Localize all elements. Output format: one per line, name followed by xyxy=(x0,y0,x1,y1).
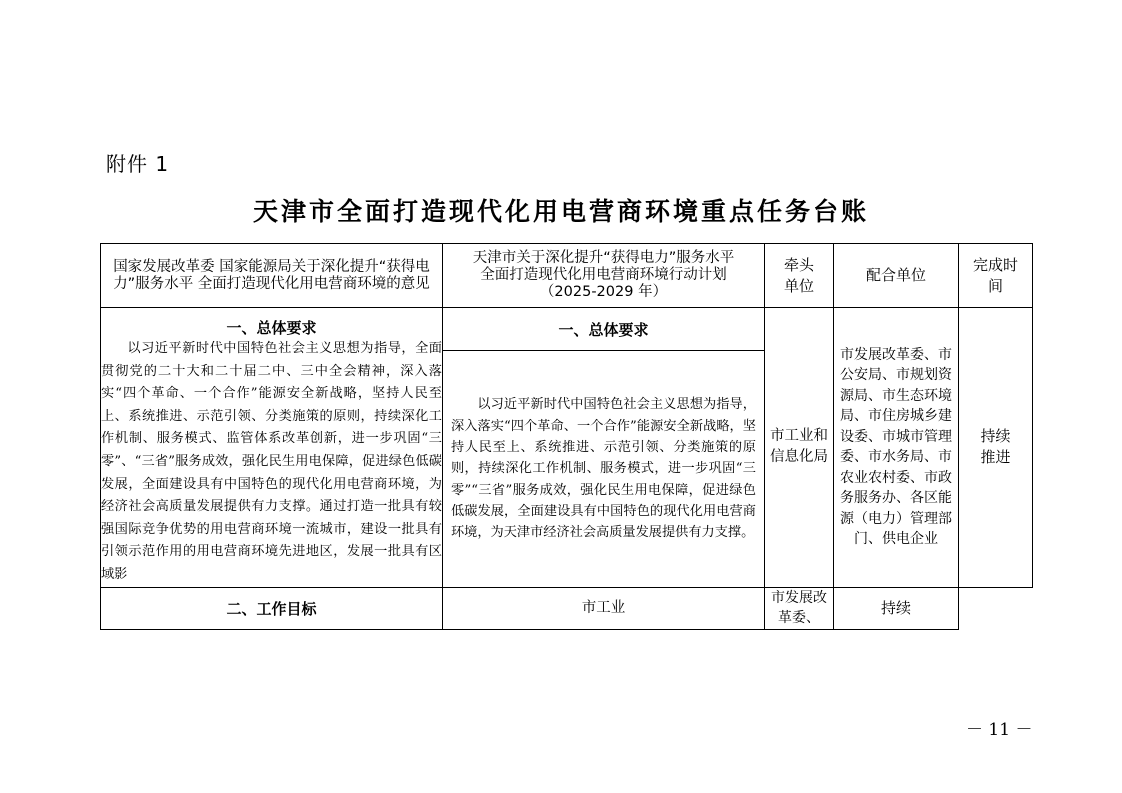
table-row xyxy=(101,308,1033,351)
completion-time-cell-2: 持续 xyxy=(834,587,959,629)
coop-units-cell: 市发展改革委、市公安局、市规划资源局、市生态环境局、市住房城乡建设委、市城市管理委、市水务局、市农业农村委、市政务服务办、各区能源（电力）管理部门、供电企业 xyxy=(834,308,959,588)
tianjin-section-heading: 一、总体要求 xyxy=(443,308,765,351)
table-header-row xyxy=(101,244,1033,308)
lead-unit-cell: 市工业和信息化局 xyxy=(765,308,834,588)
completion-time-cell: 持续推进 xyxy=(959,308,1033,588)
lead-unit-cell-2: 市工业 xyxy=(443,587,765,629)
header-tianjin-plan-line1: 天津市关于深化提升“获得电力”服务水平 xyxy=(472,250,735,266)
header-national-policy: 国家发展改革委 国家能源局关于深化提升“获得电力”服务水平 全面打造现代化用电营商环境的意见 xyxy=(101,244,443,308)
header-tianjin-plan xyxy=(443,244,765,308)
document-title: 天津市全面打造现代化用电营商环境重点任务台账 xyxy=(252,197,869,226)
header-lead-unit: 牵头单位 xyxy=(765,244,834,308)
tianjin-section-text-cell xyxy=(443,351,765,587)
national-general-requirements-cell xyxy=(101,308,443,588)
national-section-text: 以习近平新时代中国特色社会主义思想为指导，全面贯彻党的二十大和二十届二中、三中全会精神，深入落实“四个革命、一个合作”能源安全新战略，坚持人民至上、系统推进、示范引领、分类施策的原则，持续深化工作机制、服务模式、监管体系改革创新，进一步巩固“三零”、“三省”服务成效，强化民生用电保障，促进绿色低碳发展，全面建设具有中国特色的现代化用电营商环境，为经济社会高质量发展提供有力支撑。通过打造一批具有较强国际竞争优势的用电营商环境一流城市，建设一批具有引领示范作用的用电营商环境先进地区，发展一批具有区域影 xyxy=(101,341,442,582)
tianjin-section-heading-2: 二、工作目标 xyxy=(101,587,443,629)
header-tianjin-plan-line2: 全面打造现代化用电营商环境行动计划 xyxy=(480,267,727,283)
attachment-label: 附件 1 xyxy=(106,152,170,176)
header-tianjin-plan-line3: （2025-2029 年） xyxy=(539,284,668,300)
header-coop-units: 配合单位 xyxy=(834,244,959,308)
header-completion-time: 完成时间 xyxy=(959,244,1033,308)
page-number: － 11 － xyxy=(966,720,1033,740)
task-ledger-table xyxy=(100,243,1033,630)
national-section-heading: 一、总体要求 xyxy=(226,319,317,337)
tianjin-section-text: 以习近平新时代中国特色社会主义思想为指导，深入落实“四个革命、一个合作”能源安全新战略，坚持人民至上、系统推进、示范引领、分类施策的原则，持续深化工作机制、服务模式，进一步巩固“三零”“三省”服务成效，强化民生用电保障，促进绿色低碳发展，全面建设具有中国特色的现代化用电营商环境，为天津市经济社会高质量发展提供有力支撑。 xyxy=(451,397,756,541)
coop-units-cell-2: 市发展改革委、 xyxy=(765,587,834,629)
table-row xyxy=(101,587,1033,629)
